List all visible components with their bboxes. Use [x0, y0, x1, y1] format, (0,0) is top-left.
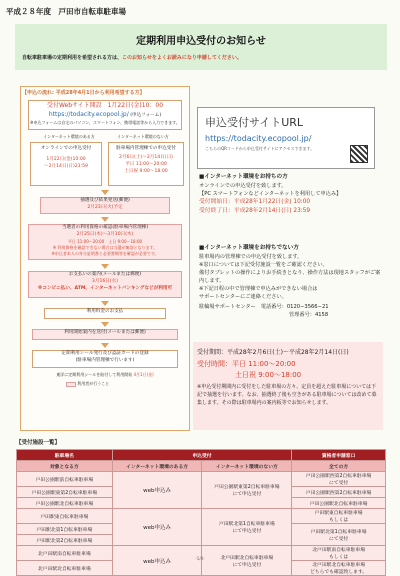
net-box [30, 142, 102, 186]
table-cell: 戸田公園駅北自転車駐車場 [17, 498, 113, 509]
col-net-label: インターネット環境のある方 [43, 134, 95, 139]
table-subheader: インターネット環境のない方 [202, 461, 292, 472]
col-nonet-label: インターネット環境のない方 [117, 134, 169, 139]
table-cell: 戸田駅北第1自転車駐車場 にて受付 [292, 524, 386, 546]
table-cell: 北戸田駅北自転車駐車場 [17, 561, 113, 576]
table-cell: web申込み [112, 472, 202, 509]
office-period-value: 平成28年2月6日(土)〜平成28年2月14日(日) [227, 349, 349, 356]
winners-box [28, 224, 182, 260]
admin-number: 4158 [314, 312, 329, 319]
table-cell: 北戸田駅南自転車駐車場 [17, 546, 113, 561]
with-net-heading: ■インターネット環境をお持ちの方 [199, 174, 288, 180]
office-period [197, 348, 381, 357]
without-net-line2: ※窓口については下記受付施設一覧をご確認ください。 [199, 261, 328, 268]
admin-label: 管理番号： [289, 312, 315, 319]
office-hours-label: 受付時間： [197, 360, 232, 368]
start-note: 東洋に定期利用シールを貼付して利用開始 [56, 372, 133, 377]
web-form-label: (申込フォーム) [130, 113, 162, 118]
close-value: 平成28年2月14日(日) 23:59 [233, 207, 311, 214]
lottery-note: ※申込受付期間内に受付をした駐車場の方々、定員を超えた駐車場については下記で抽選を行います。なお、抽選終了後も空きがある駐車場については改めて募集します。その際は駐車場内の案内板等でお知らせします。 [197, 384, 377, 406]
nonet-box-period: 2月6日(土)〜2月14日(日) 平日 11:00〜20:00 土日祝 9:00〜18:00 [119, 154, 173, 174]
down-arrow-icon [101, 343, 109, 348]
page-header: 平成２８年度 戸田市自転車駐車場 [6, 7, 126, 16]
banner-subtitle [22, 54, 388, 61]
banner-subtitle-highlight: このお知らせをよくお読みになり申請してください。 [122, 55, 242, 61]
without-net-line1: 駐車場内の管理棟での申込受付を致します。 [199, 253, 303, 260]
banner-background [15, 24, 387, 70]
open-label: 受付開始日： [199, 198, 234, 205]
open-value: 平成28年1月22日(金) 10:00 [233, 198, 311, 205]
facility-table-title: 【受付施設一覧】 [16, 440, 61, 446]
table-cell: 戸田公園駅東第2自転車駐車場 [17, 487, 113, 498]
down-arrow-icon [101, 190, 109, 195]
net-box-title: オンラインでの申込受付 [40, 146, 92, 151]
table-cell: web申込み [112, 546, 202, 576]
with-net-section [199, 173, 379, 216]
lottery-box [40, 197, 170, 214]
online-url-note: こちらのQRコードから申込受付サイトにアクセスできます。 [205, 146, 315, 151]
nonet-box [108, 142, 184, 186]
pay-box [44, 308, 166, 319]
web-url-link[interactable]: https://todacity.ecopool.jp/ [48, 111, 129, 118]
table-cell: 北戸田駅北自転車駐車場 どちらでも確認致します。 [292, 561, 386, 576]
start-label: 利用開始案内を送付(メールまたは郵便) [64, 330, 146, 335]
online-url-box [197, 107, 375, 169]
with-net-line2: 【PC スマートフォンなどインターネットを利用して申込み】 [199, 190, 342, 197]
winners-hours: 平日 11:00〜20:00 土日 9:00〜18:00 [67, 238, 143, 244]
down-arrow-icon [101, 217, 109, 222]
table-header: 駐車場名 [17, 450, 113, 461]
table-row [17, 509, 386, 524]
banner-subtitle-prefix: 自転車駐車場の定期利用を希望される方は、 [22, 55, 123, 61]
flow-title: 【申込の流れ: 平成28年4月1日から利用希望する方】 [22, 90, 145, 96]
without-net-line3: 備付タブレットの操作によりお手続きとなり、操作方法は現地スタッフがご案内します。 [199, 269, 381, 284]
legend [66, 381, 109, 387]
online-url-title: 申込受付サイトURL [205, 116, 304, 129]
tel-number: 0120−3566−21 [286, 304, 329, 311]
table-cell: 北戸田駅北自転車駐車場 にて申込受付 [202, 546, 292, 576]
table-row [17, 472, 386, 487]
table-cell: 北戸田駅南自転車駐車場 もしくは [292, 546, 386, 561]
online-url-link[interactable]: https://todacity.ecopool.jp/ [205, 134, 312, 143]
qr-code-icon[interactable] [350, 145, 368, 163]
winners-note2: ※申込者本人の身分証明書と必要書類等を確認が必要です。 [51, 250, 159, 256]
winners-note: ※ 利用資格を確認できない場合は当選が無効となります。 [52, 244, 158, 250]
seal-box [32, 350, 178, 368]
with-net-line1: オンラインでの申込受付を致します。 [199, 182, 287, 189]
table-cell: web申込み [112, 509, 202, 546]
winners-label: 当選者の利用資格の確認(駐車場内管理棟) [61, 225, 149, 230]
nonet-box-title: 駐車場内管理棟での申込受付 [116, 146, 176, 151]
table-subheader: 対象となる方 [17, 461, 113, 472]
lottery-label: 抽選及び結果発送(郵便) [80, 198, 130, 203]
table-header: 資格者申請窓口 [292, 450, 386, 461]
web-open-text: 受付Webサイト開設 1月22日(金)10：00 [46, 102, 164, 109]
web-open-box [28, 100, 182, 130]
winners-period: 2月25日(木)〜3月10日(木) [76, 231, 134, 237]
payment-date: 3月16日(水) [91, 278, 119, 284]
without-net-line4: ※下記日程の中で管理棟で申込みができない場合は [199, 285, 318, 292]
support-label: 駐輪場サポートセンター [199, 304, 256, 311]
table-cell: 戸田公園駅前自転車駐車場 [17, 472, 113, 487]
pay-label: 利用料金のお支払 [86, 309, 124, 314]
close-label: 受付終了日： [199, 207, 234, 214]
table-cell: 戸田駅北第1自転車駐車場 [17, 524, 113, 535]
seal-label: 定期利用シール発行及び認証カードの登録 (駐車場内管理棟で行います) [61, 351, 149, 363]
start-box [32, 329, 178, 340]
page-title: 定期利用申込受付のお知らせ [136, 36, 266, 47]
office-period-label: 受付期間： [197, 349, 228, 356]
table-cell: 戸田駅東自転車駐車場 もしくは [292, 509, 386, 524]
table-subheader: インターネット環境のある方 [112, 461, 202, 472]
payment-methods: ※コンビニ払い、ATM、インターネットバンキングなどが利用可 [37, 285, 173, 291]
table-subheader: 全ての方 [292, 461, 386, 472]
down-arrow-icon [101, 322, 109, 327]
table-cell: 戸田駅東自転車駐車場 [17, 509, 113, 524]
start-date: 4月1日(金) [133, 372, 154, 377]
payment-label: お支払いの案内(メールまたは郵便) [68, 272, 142, 277]
payment-box [28, 271, 182, 298]
net-box-period: 1月22日(金)10:00 〜2月14日(日)23:59 [44, 156, 88, 169]
without-net-heading: ■インターネット環境をお持ちでない方 [199, 245, 299, 251]
table-header-row [17, 450, 386, 461]
office-hours-weekday: 平日 11:00〜20:00 [232, 360, 296, 368]
down-arrow-icon [101, 264, 109, 269]
table-header: 申込受付 [112, 450, 292, 461]
without-net-section [199, 244, 381, 319]
tel-label: 電話番号： [260, 304, 287, 311]
table-cell: 戸田公園駅西第2自転車駐車場 にて受付 [292, 472, 386, 487]
start-note-line [24, 372, 186, 378]
page-number: -1/4- [195, 556, 205, 561]
table-cell: 戸田駅北第1自転車駐車場 にて申込受付 [202, 509, 292, 546]
down-arrow-icon [101, 301, 109, 306]
legend-label: 利用者が行うこと [77, 381, 110, 386]
office-hours [197, 359, 381, 369]
office-hours-holiday: 土日祝 9:00〜18:00 [235, 371, 302, 379]
table-cell: 戸田公園駅東第2自転車駐車場 にて申込受付 [202, 472, 292, 509]
table-subheader-row [17, 461, 386, 472]
table-cell: 戸田公園駅西第2自転車駐車場 [292, 487, 386, 498]
table-cell: 戸田駅北第2自転車駐車場 [17, 535, 113, 546]
legend-swatch [66, 382, 76, 387]
table-cell: 戸田公園駅北自転車駐車場 [292, 498, 386, 509]
lottery-date: 2月23日(火)予定 [87, 204, 123, 210]
web-note: ※申込フォームは自宅のパソコン、スマートフォン、携帯電話等から入力できます。 [30, 119, 180, 125]
without-net-line5: サポートセンターにご連絡ください。 [199, 293, 287, 300]
